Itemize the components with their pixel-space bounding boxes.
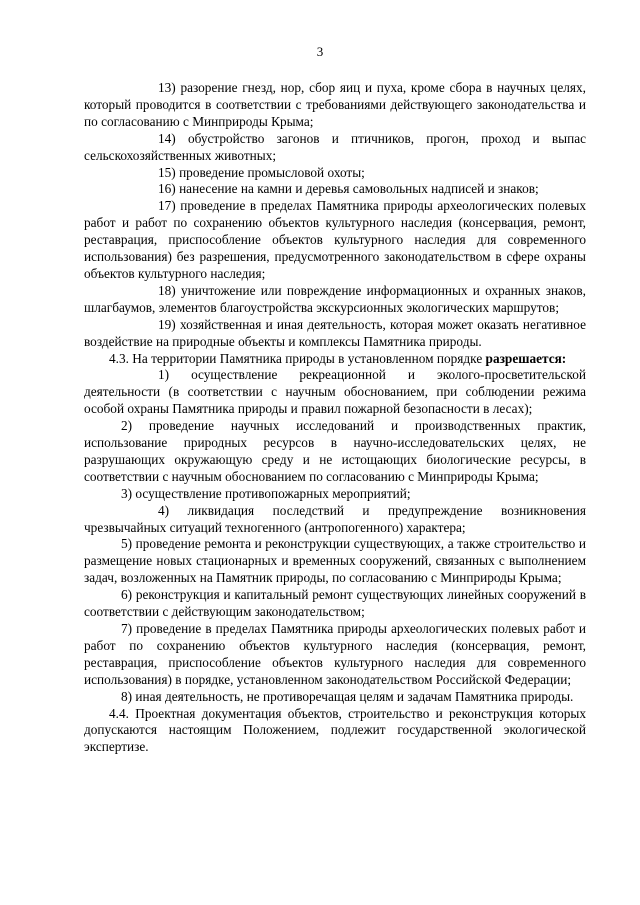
list-item-13: 13) разорение гнезд, нор, сбор яиц и пуха, кроме сбора в научных целях, который проводится в соответствии с требованиями действующего законодательства и по согласованию с Минприроды Крыма; (84, 80, 586, 129)
allowed-item-6: 6) реконструкция и капитальный ремонт существующих линейных сооружений в соответствии с действующим законодательством; (84, 587, 586, 620)
allowed-item-8: 8) иная деятельность, не противоречащая целям и задачам Памятника природы. (121, 688, 574, 704)
list-item-19: 19) хозяйственная и иная деятельность, которая может оказать негативное воздействие на природные объекты и комплексы Памятника природы. (84, 316, 586, 349)
list-item-18: 18) уничтожение или повреждение информационных и охранных знаков, шлагбаумов, элементов благоустройства экскурсионных экологических маршрутов; (84, 282, 586, 315)
page-number: 3 (316, 44, 324, 59)
allowed-item-4: 4) ликвидация последствий и предупреждение возникновения чрезвычайных ситуаций техногенного (антропогенного) характера; (84, 502, 587, 535)
allowed-item-2: 2) проведение научных исследований и производственных практик, использование природных ресурсов в научно-исследовательских целях, не разрушающих окружающую среду и не истощающих биологические ресурсы, в соответствии с научным обоснованием по согласованию с Минприроды Крыма; (84, 418, 586, 484)
list-item-15: 15) проведение промысловой охоты; (158, 164, 365, 180)
allowed-item-3: 3) осуществление противопожарных мероприятий; (121, 485, 411, 501)
allowed-item-1: 1) осуществление рекреационной и эколого-просветительской деятельности (в соответствии с научным обоснованием, при соблюдении режима особой охраны Памятника природы и правил пожарной безопасности в лесах); (84, 367, 586, 417)
allowed-item-5: 5) проведение ремонта и реконструкции существующих, а также строительство и размещение новых стационарных и временных сооружений, связанных с выполнением задач, возложенных на Памятник природы, по согласованию с Минприроды Крыма; (84, 536, 586, 586)
list-item-16: 16) нанесение на камни и деревья самовольных надписей и знаков; (158, 181, 539, 197)
section-4-4: 4.4. Проектная документация объектов, строительство и реконструкция которых допускаются настоящим Положением, подлежит государственной экологической экспертизе. (84, 705, 586, 755)
list-item-14: 14) обустройство загонов и птичников, прогон, проход и выпас сельскохозяйственных животных; (84, 130, 587, 163)
section-4-3-heading: 4.3. На территории Памятника природы в установленном порядке разрешается: (109, 350, 567, 366)
list-item-17: 17) проведение в пределах Памятника природы археологических полевых работ и работ по сохранению объектов культурного наследия (консервация, ремонт, реставрация, приспособление объектов культурного наследия для современного использования) без разрешения, предусмотренного законодательством в сфере охраны объектов культурного наследия; (84, 198, 586, 281)
allowed-item-7: 7) проведение в пределах Памятника природы археологических полевых работ и работ по сохранению объектов культурного наследия (консервация, ремонт, реставрация, приспособление объектов культурного наследия для современного использования) в порядке, установленном законодательством Российской Федерации; (84, 621, 586, 687)
document-body (84, 80, 586, 756)
section-4-3-bold: разрешается: (485, 350, 567, 366)
